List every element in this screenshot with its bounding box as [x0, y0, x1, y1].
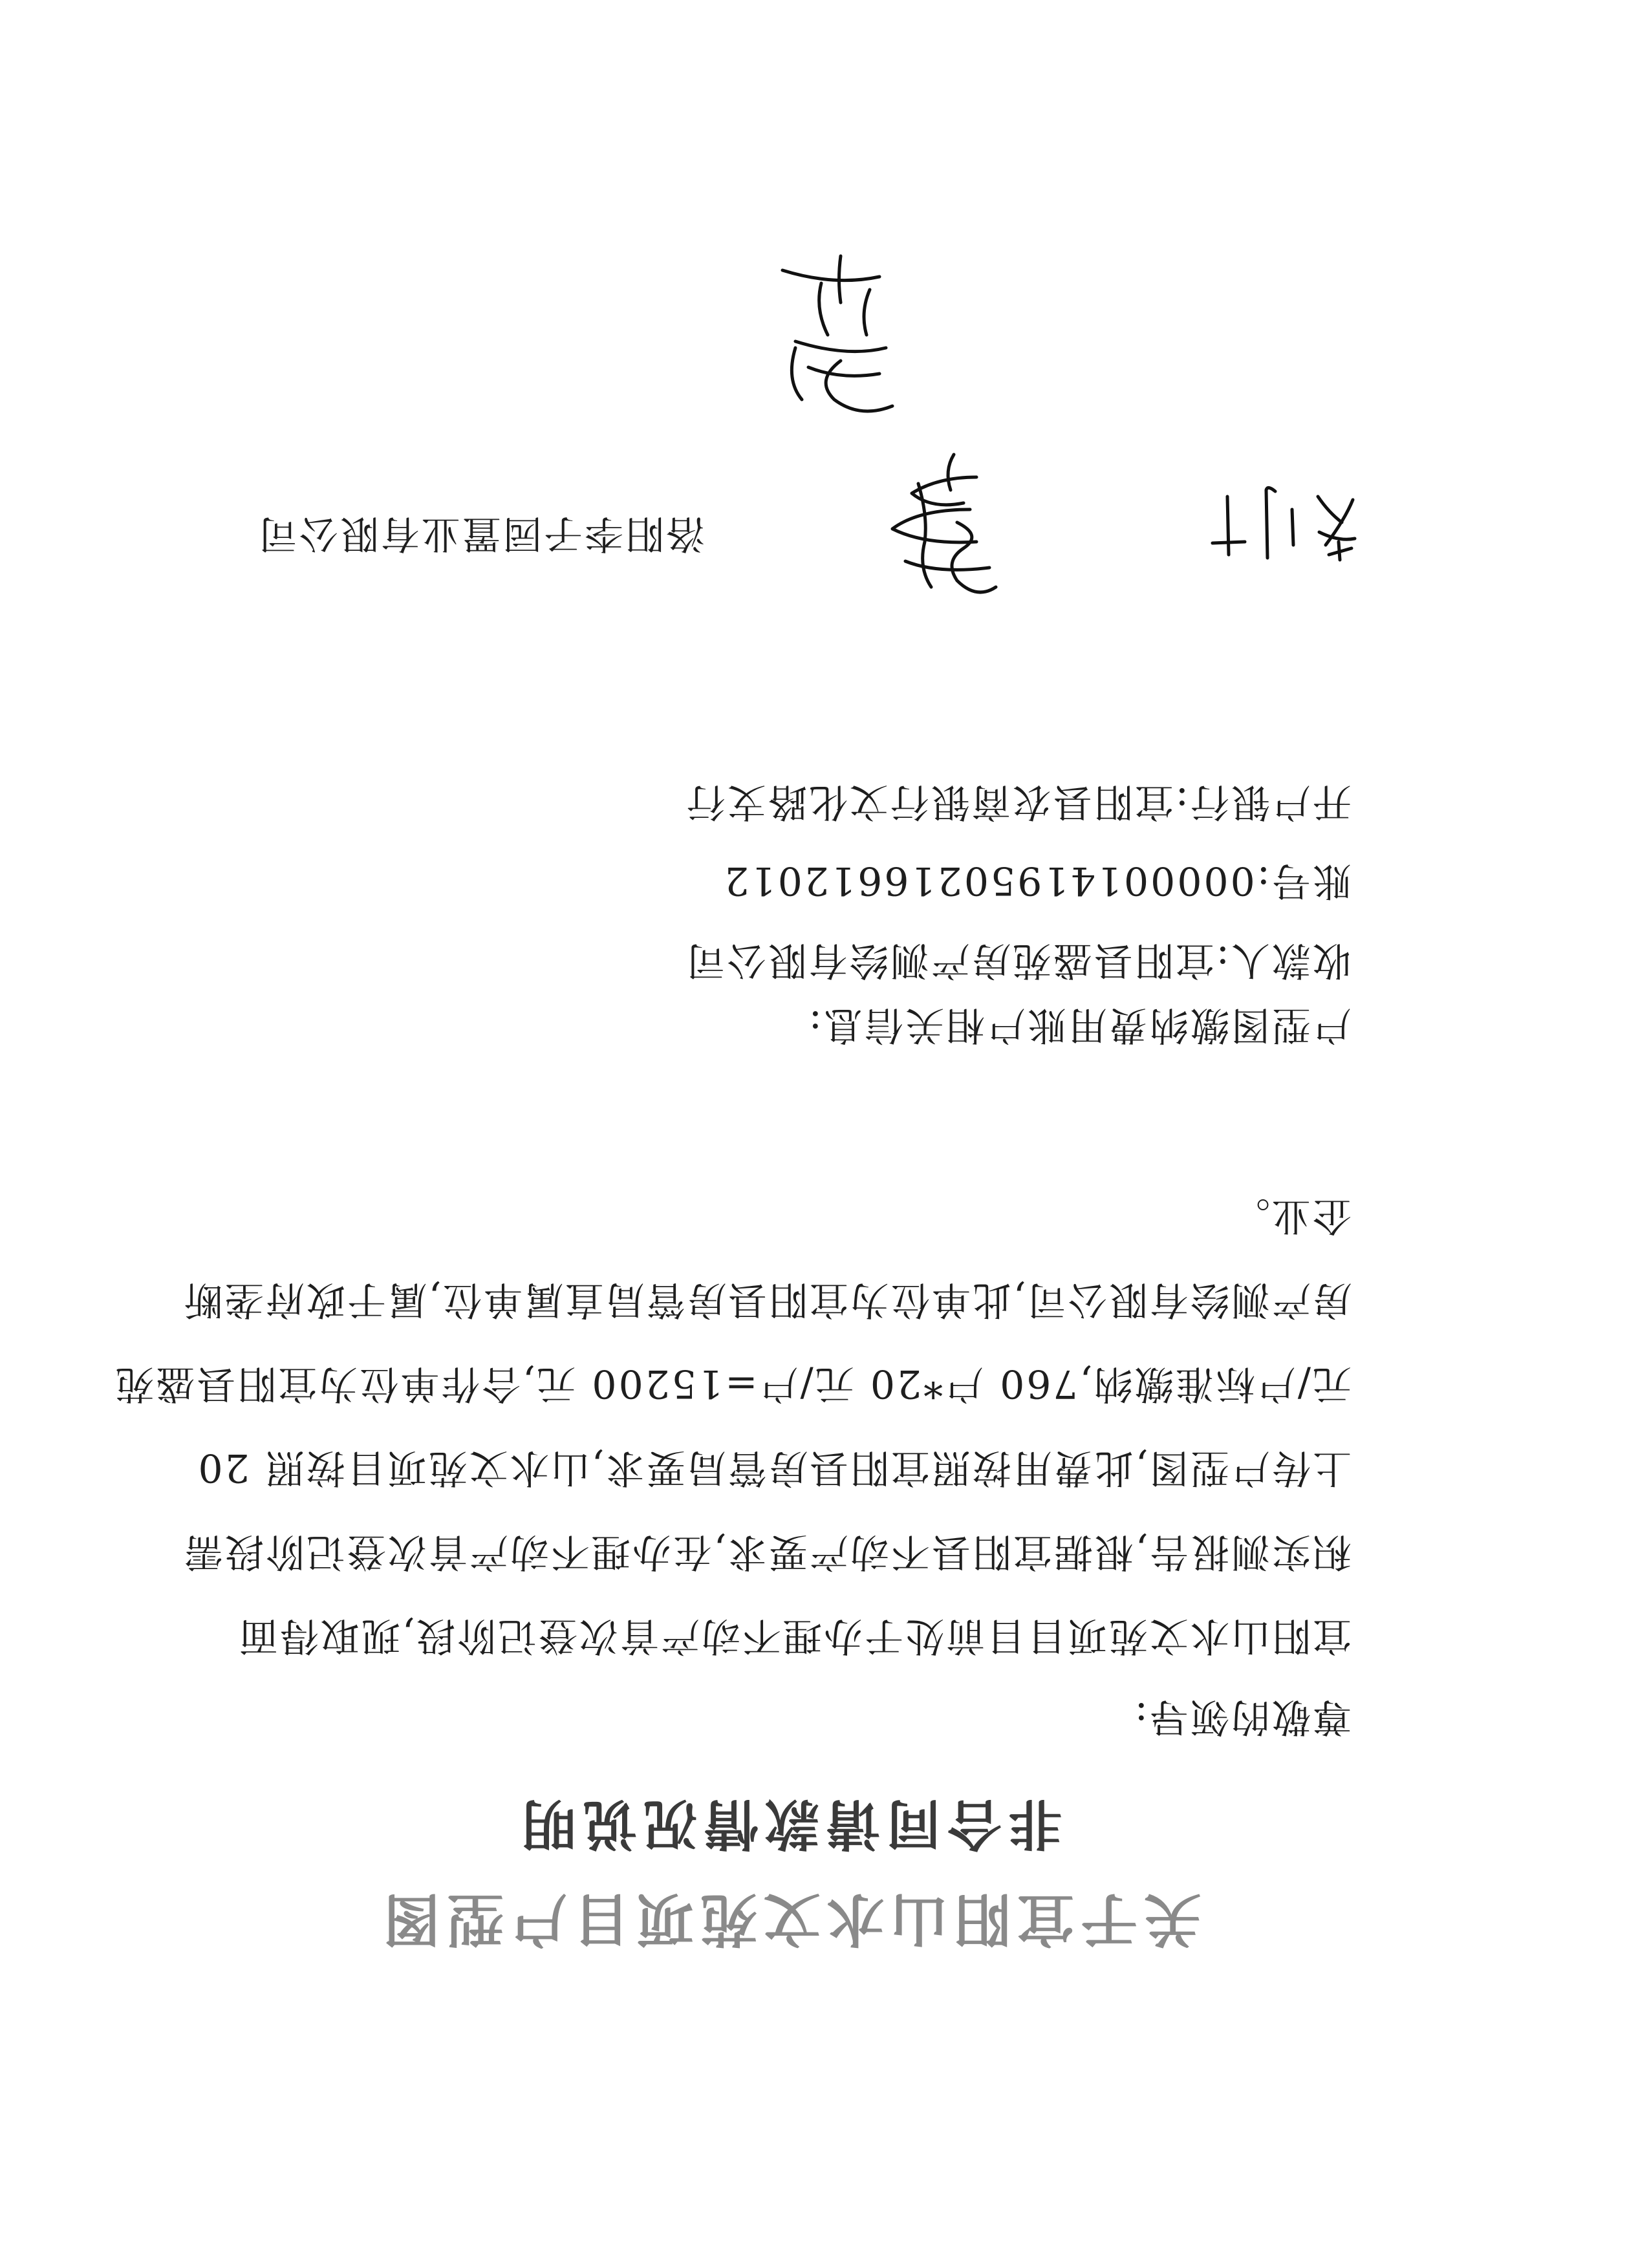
document-title-line-2: 非合同请款情况说明 — [515, 1792, 1063, 1856]
body-paragraph-line: 积实测报告,根据宜阳县不动产要求,在办理不动产首次登记阶段需 — [182, 1529, 1352, 1574]
body-paragraph-line: 企业。 — [1229, 1193, 1352, 1238]
bank-line: 开户银行:宜阳县农商银行文化路支行 — [684, 779, 1352, 824]
body-paragraph-line: 元/户标准缴纳,760 户*20 元/户=15200 元,合作单位为宜阳县盛苑 — [113, 1361, 1352, 1406]
salutation: 尊敬的领导: — [1132, 1694, 1352, 1739]
body-paragraph-line: 宜阳山水文苑项目目前处于办理不动产首次登记阶段,现取得面 — [237, 1613, 1352, 1658]
body-paragraph-line: 房产测绘有限公司,此单位为宜阳县房管局直属单位,属于政府垄断 — [182, 1277, 1352, 1322]
body-paragraph-line: 上传户型图,此费用按照宜阳县房管局要求,山水文苑项目按照 20 — [196, 1445, 1352, 1490]
handwritten-signature-3 — [770, 251, 905, 425]
payee-line: 收款人:宜阳县盛苑房产测绘有限公司 — [684, 937, 1352, 983]
account-number-line: 账号:00000141950216612012 — [722, 858, 1352, 903]
account-info-heading: 户型图缴纳费用账户相关信息: — [806, 1002, 1352, 1047]
company-name: 洛阳李子园置业有限公司 — [257, 511, 705, 556]
handwritten-signature-2 — [873, 451, 1015, 606]
handwritten-signature-liu — [1203, 484, 1364, 568]
document-title-line-1: 关于宜阳山水文苑项目户型图 — [377, 1886, 1202, 1952]
